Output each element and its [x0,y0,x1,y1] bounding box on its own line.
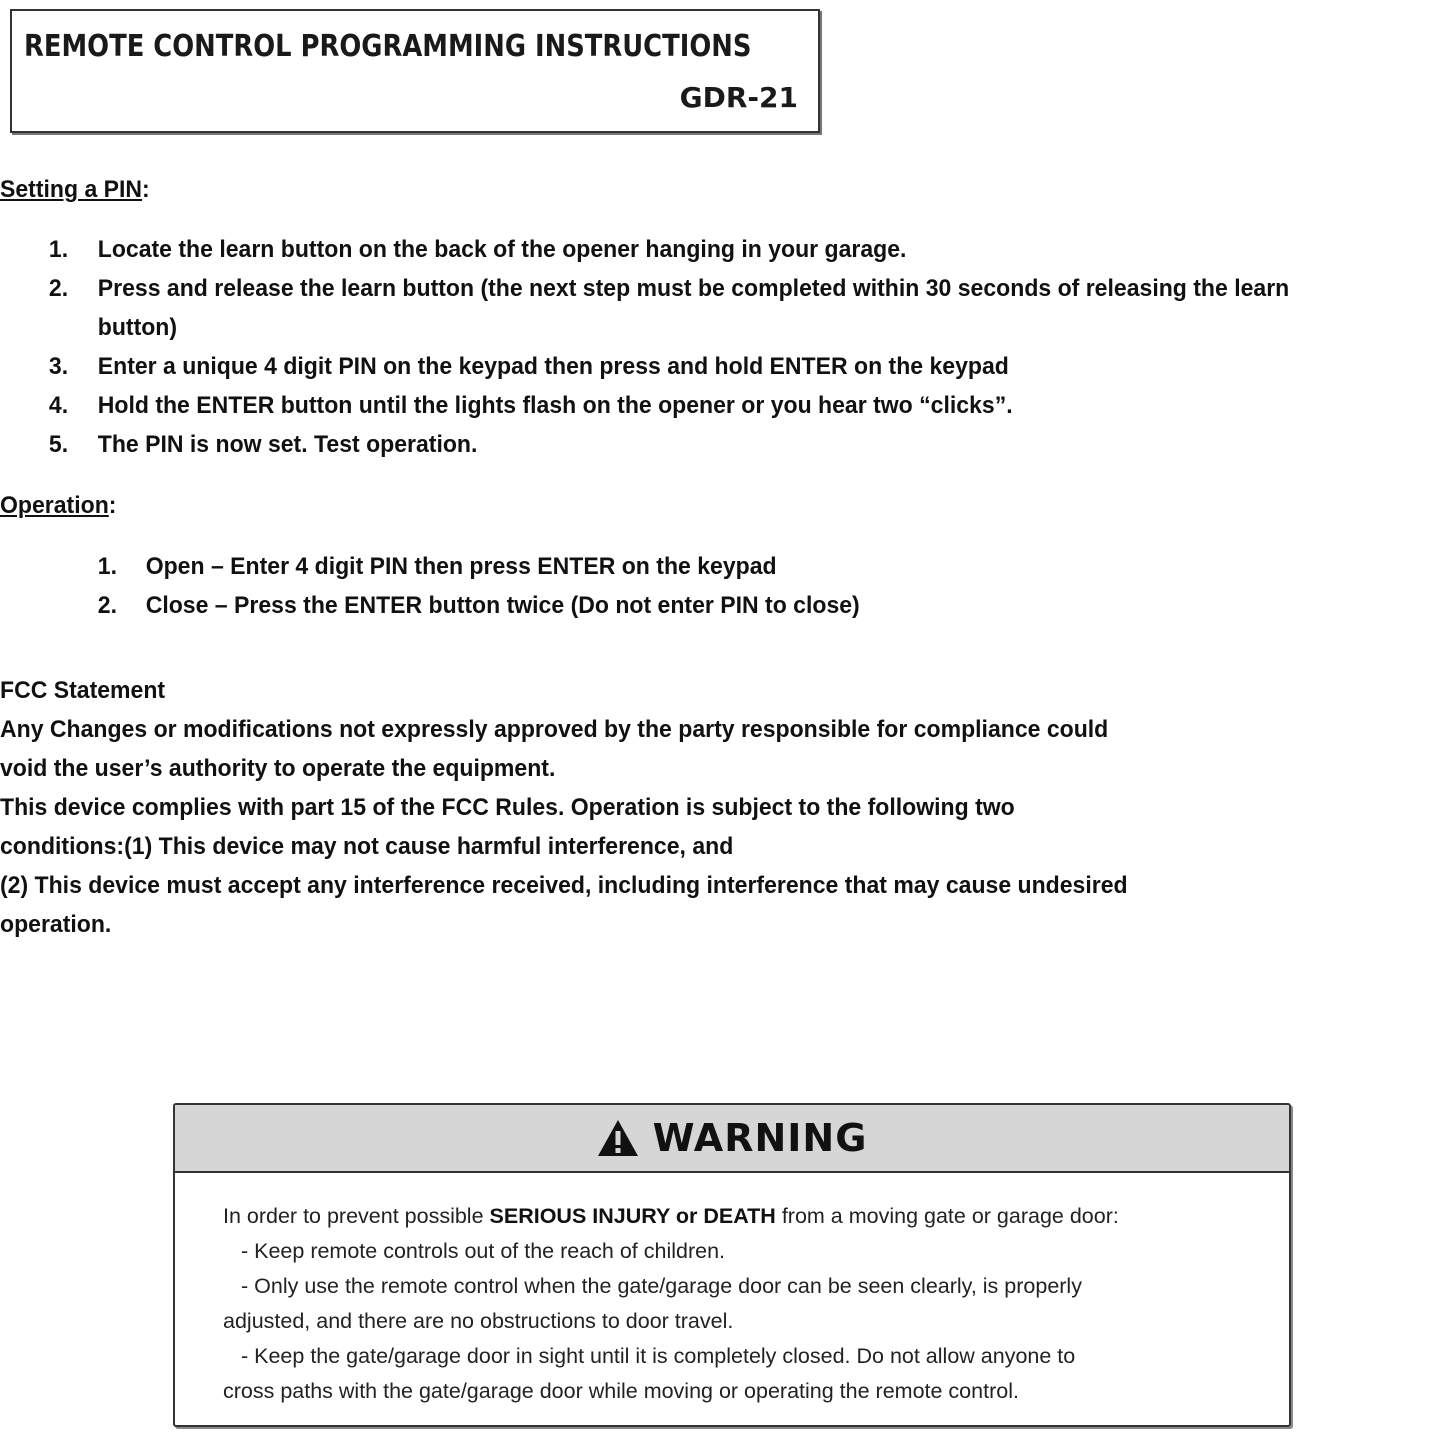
step-number: 5. [48,431,69,458]
operation-text: Close – Press the ENTER button twice (Do not enter PIN to close) [145,592,860,619]
step-number: 1. [48,236,69,263]
warning-title: WARNING [652,1116,868,1160]
warning-body [175,1173,1289,1409]
step-item [0,425,1353,464]
setting-pin-steps [0,230,1353,464]
operation-heading-text: Operation [0,492,109,519]
step-text: Locate the learn button on the back of the opener hanging in your garage. [97,236,907,263]
setting-pin-heading-text: Setting a PIN [0,176,143,203]
fcc-text-line: This device complies with part 15 of the FCC Rules. Operation is subject to the following two [0,794,1015,821]
setting-pin-heading-colon: : [142,176,150,203]
warning-bullet: - Only use the remote control when the gate/garage door can be seen clearly, is properly [241,1274,1082,1298]
step-item [0,347,1353,386]
operation-text: Open – Enter 4 digit PIN then press ENTER on the keypad [145,553,777,580]
operation-number: 2. [97,592,117,619]
model-number: GDR-21 [679,81,798,114]
warning-bullet: - Keep remote controls out of the reach of children. [241,1239,726,1263]
warning-bullet: - Keep the gate/garage door in sight until it is completely closed. Do not allow anyone to [241,1344,1076,1368]
fcc-text-line: conditions:(1) This device may not cause harmful interference, and [0,833,734,860]
warning-intro-emphasis: SERIOUS INJURY or DEATH [489,1204,776,1228]
document-title: REMOTE CONTROL PROGRAMMING INSTRUCTIONS [24,29,752,64]
fcc-heading: FCC Statement [0,677,166,704]
warning-triangle-icon [597,1119,639,1157]
fcc-text-line: Any Changes or modifications not expressly approved by the party responsible for compliance could [0,716,1109,743]
operation-heading [0,486,1353,525]
step-item [0,386,1353,425]
operation-item [0,586,1353,625]
document-body [0,170,1353,944]
step-text: Press and release the learn button (the next step must be completed within 30 seconds of releasing the learn [97,275,1290,302]
fcc-statement [0,671,1353,944]
setting-pin-heading [0,170,1353,209]
fcc-text-line: void the user’s authority to operate the equipment. [0,755,556,782]
warning-intro-text-end: from a moving gate or garage door: [775,1204,1119,1228]
step-text: The PIN is now set. Test operation. [97,431,478,458]
warning-intro [223,1199,1249,1234]
step-text: Enter a unique 4 digit PIN on the keypad then press and hold ENTER on the keypad [97,353,1009,380]
document-title-box [10,9,820,133]
warning-intro-text: In order to prevent possible [223,1204,490,1228]
step-item [0,230,1353,269]
warning-bullet-continued: cross paths with the gate/garage door while moving or operating the remote control. [223,1379,1019,1403]
fcc-text-line: (2) This device must accept any interference received, including interference that may cause undesired [0,872,1128,899]
warning-box [173,1103,1291,1427]
step-text-continued: button) [97,314,178,341]
step-item [0,269,1353,347]
step-text: Hold the ENTER button until the lights flash on the opener or you hear two “clicks”. [97,392,1013,419]
step-number: 4. [48,392,69,419]
warning-bullet-continued: adjusted, and there are no obstructions to door travel. [223,1309,734,1333]
operation-steps [0,547,1353,625]
warning-header [175,1105,1289,1173]
step-number: 3. [48,353,69,380]
operation-number: 1. [97,553,117,580]
step-number: 2. [48,275,69,302]
operation-item [0,547,1353,586]
operation-heading-colon: : [108,492,117,519]
fcc-text-line: operation. [0,911,112,938]
